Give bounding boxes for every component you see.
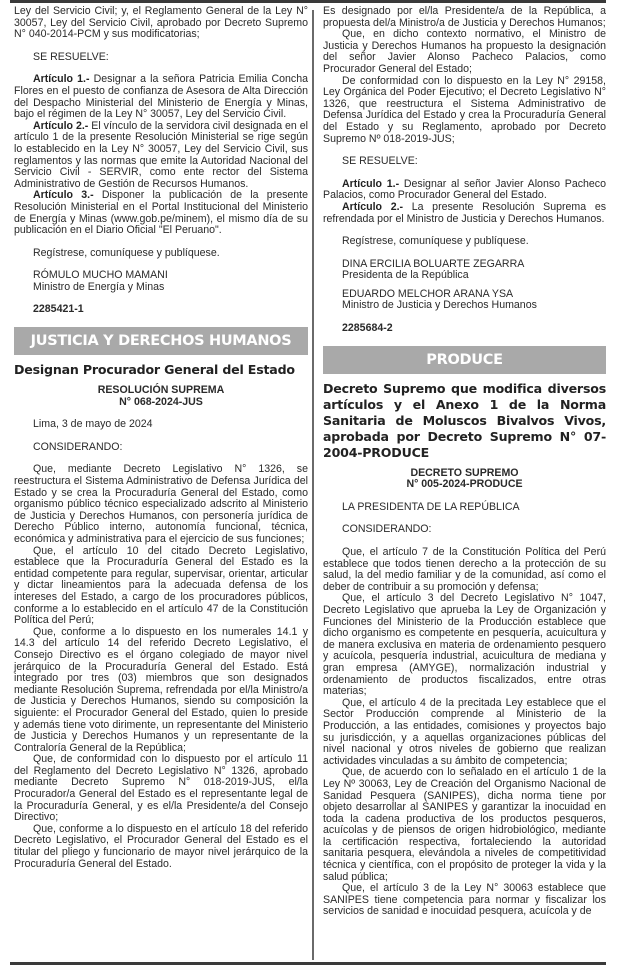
closing-formula: Regístrese, comuníquese y publíquese. xyxy=(33,246,220,259)
issuer-line: LA PRESIDENTA DE LA REPÚBLICA xyxy=(342,500,520,513)
body-paragraph: Que, mediante Decreto Legislativo N° 1326, se reestructura el Sistema Administrativo de Defensa Jurídica del Estado y se crea la Procuraduría General del Estado, como organismo público técnico especializado adscrito al Ministerio de Justicia y Derechos Humanos, con personería jurídica de Derecho Público interno, autonomía funcional, técnica, económica y administrativa para el ejercicio de sus funciones; xyxy=(14,463,308,545)
article-text: La presente Resolución Suprema es refrendada por el Ministro de Justicia y Derechos Humanos. xyxy=(323,200,607,225)
body-paragraph: Que, el artículo 7 de la Constitución Política del Perú establece que todos tienen derecho a la protección de su salud, la del medio familiar y de la comunidad, así como el deber de contribuir a su promoción y defensa; xyxy=(323,546,606,593)
signer-name: RÓMULO MUCHO MAMANI xyxy=(33,269,168,282)
body-paragraph: Que, en dicho contexto normativo, el Ministro de Justicia y Derechos Humanos ha propuesto la designación del señor Javier Alonso Pacheco Palacios, como Procurador General del Estado; xyxy=(323,28,606,75)
article-3 xyxy=(14,190,308,236)
resolution-number: N° 068-2024-JUS xyxy=(119,395,203,408)
column-divider xyxy=(312,10,314,960)
body-paragraph: De conformidad con lo dispuesto en la Ley N° 29158, Ley Orgánica del Poder Ejecutivo; el Decreto Legislativo N° 1326, que reestructura el Sistema Administrativo de Defensa Jurídica del Estado y crea la Procuraduría General del Estado y su Reglamento, aprobado por Decreto Supremo Nº 018-2019-JUS; xyxy=(323,74,606,145)
right-column xyxy=(323,6,606,918)
intro-paragraph: Es designado por el/la Presidente/a de la República, a propuesta del/a Ministro/a de Justicia y Derechos Humanos; xyxy=(323,5,606,29)
decree-number: N° 005-2024-PRODUCE xyxy=(406,478,523,491)
signer-name: EDUARDO MELCHOR ARANA YSA xyxy=(342,287,514,300)
decree-type: DECRETO SUPREMO xyxy=(410,466,519,479)
body-paragraph: Que, el artículo 4 de la precitada Ley establece que el Sector Producción comprende al Ministerio de la Producción, a las entidades, comisiones y proyectos bajo su jurisdicción, y a aquellas organizaciones públicas del nivel nacional y otros niveles de gobierno que realizan actividades vinculadas a su ámbito de competencia; xyxy=(323,696,606,767)
article-label: Artículo 2.- xyxy=(342,200,404,213)
article-label: Artículo 1.- xyxy=(33,73,90,86)
publication-code: 2285421-1 xyxy=(33,303,84,316)
article-headline: Designan Procurador General del Estado xyxy=(14,362,295,378)
body-paragraph: Que, de acuerdo con lo señalado en el artículo 1 de la Ley Nº 30063, Ley de Creación del Organismo Nacional de Sanidad Pesquera (SANIPES), dicha norma tiene por objeto desarrollar al SANIPES y garantizar la inocuidad en toda la cadena productiva de los productos pesqueros, acuícolas y de piensos de origen hidrobiológico, mediante la certificación respectiva, fortaleciendo la autoridad sanitaria pesquera, elevándola a niveles de competitividad técnica y científica, con el propósito de proteger la vida y la salud pública; xyxy=(323,766,606,883)
publication-code: 2285684-2 xyxy=(342,322,393,335)
body-paragraph: Que, conforme a lo dispuesto en el artículo 18 del referido Decreto Legislativo, el Procurador General del Estado es el titular del pliego y funcionario de mayor nivel jerárquico de la Procuraduría General del Estado. xyxy=(14,822,308,870)
article-headline: Decreto Supremo que modifica diversos artículos y el Anexo 1 de la Norma Sanitaria de Moluscos Bivalvos Vivos, aprobada por Decreto Supremo N° 07-2004-PRODUCE xyxy=(323,380,606,460)
article-text: Designar al señor Javier Alonso Pacheco Palacios, como Procurador General del Estado. xyxy=(323,177,606,202)
article-label: Artículo 2.- xyxy=(33,119,89,132)
signer-name: DINA ERCILIA BOLUARTE ZEGARRA xyxy=(342,257,525,270)
considerando-label: CONSIDERANDO: xyxy=(33,440,123,453)
signer-title: Presidenta de la República xyxy=(342,269,469,282)
body-paragraph: Que, el artículo 3 del Decreto Legislativo N° 1047, Decreto Legislativo que aprueba la Ley de Organización y Funciones del Ministerio de la Producción establece que dicho organismo es competente en pesquería, acuicultura y de manera exclusiva en materia de ordenamiento pesquero y acuícola, pesquería industrial, acuicultura de mediana y gran empresa (AMYGE), normalización industrial y ordenamiento de productos fiscalizados, entre otras materias; xyxy=(323,592,606,698)
top-rule xyxy=(10,0,606,3)
article-2 xyxy=(14,121,308,191)
section-header-justicia: JUSTICIA Y DERECHOS HUMANOS xyxy=(14,327,308,355)
article-text: El vínculo de la servidora civil designada en el artículo 1 de la presente Resolución Ministerial se rige según lo establecido en la Ley N° 30057, Ley del Servicio Civil, sus reglamentos y las normas que emite la Autoridad Nacional del Servicio Civil - SERVIR, como ente rector del Sistema Administrativo de Gestión de Recursos Humanos. xyxy=(14,119,309,190)
resolution-type: RESOLUCIÓN SUPREMA xyxy=(97,384,225,397)
article-text: Designar a la señora Patricia Emilia Concha Flores en el puesto de confianza de Asesora de Alta Dirección del Despacho Ministerial del Ministerio de Energía y Minas, bajo el régimen de la Ley N° 30057, Ley del Servicio Civil. xyxy=(14,73,308,121)
closing-formula: Regístrese, comuníquese y publíquese. xyxy=(342,235,529,248)
body-paragraph: Que, de conformidad con lo dispuesto por el artículo 11 del Reglamento del Decreto Legislativo N° 1326, aprobado mediante Decreto Supremo N° 018-2019-JUS, el/la Procurador/a General del Estado es el representante legal de la Procuraduría General, y es el/la Presidente/a del Consejo Directivo; xyxy=(14,753,308,824)
signer-title: Ministro de Justicia y Derechos Humanos xyxy=(342,299,537,312)
considerando-label: CONSIDERANDO: xyxy=(342,523,432,536)
article-label: Artículo 1.- xyxy=(342,177,400,190)
body-paragraph: Que, conforme a lo dispuesto en los numerales 14.1 y 14.3 del artículo 14 del referido Decreto Legislativo, el Consejo Directivo es el órgano colegiado de mayor nivel jerárquico de la Procuraduría General del Estado. Está integrado por tres (03) miembros que son designados mediante Resolución Suprema, refrendada por el/la Ministro/a de Justicia y Derechos Humanos, siendo su composición la siguiente: el Procurador General del Estado, quien lo preside y además tiene voto dirimente, un representante del Ministerio de Justicia y Derechos Humanos y un representante de la Contraloría General de la República; xyxy=(14,625,308,754)
article-2 xyxy=(323,202,606,225)
left-column xyxy=(14,6,308,870)
article-1 xyxy=(323,179,606,202)
section-header-produce: PRODUCE xyxy=(323,346,606,374)
intro-paragraph: Ley del Servicio Civil; y, el Reglamento General de la Ley N° 30057, Ley del Servicio Civil, aprobado por Decreto Supremo N° 040-2014-PCM y sus modificatorias; xyxy=(14,5,308,41)
body-paragraph: Que, el artículo 10 del citado Decreto Legislativo, establece que la Procuraduría General del Estado es la entidad competente para regular, supervisar, orientar, articular y dictar lineamientos para la adecuada defensa de los intereses del Estado, a cargo de los procuradores públicos, conforme a lo establecido en el artículo 47 de la Constitución Política del Perú; xyxy=(14,544,308,627)
body-paragraph: Que, el artículo 3 de la Ley N° 30063 establece que SANIPES tiene competencia para normar y fiscalizar los servicios de sanidad e inocuidad pesquera, acuícola y de xyxy=(323,882,606,918)
date-line: Lima, 3 de mayo de 2024 xyxy=(33,418,153,431)
article-text: Disponer la publicación de la presente Resolución Ministerial en el Portal Institucional del Ministerio de Energía y Minas (www.gob.pe/minem), el mismo día de su publicación en el Diario Oficial "El Peruano". xyxy=(14,189,309,237)
signer-title: Ministro de Energía y Minas xyxy=(33,280,165,293)
article-label: Artículo 3.- xyxy=(33,189,94,202)
se-resuelve-label: SE RESUELVE: xyxy=(342,155,418,168)
article-1 xyxy=(14,74,308,120)
bottom-rule xyxy=(10,962,606,965)
se-resuelve-label: SE RESUELVE: xyxy=(33,50,109,63)
